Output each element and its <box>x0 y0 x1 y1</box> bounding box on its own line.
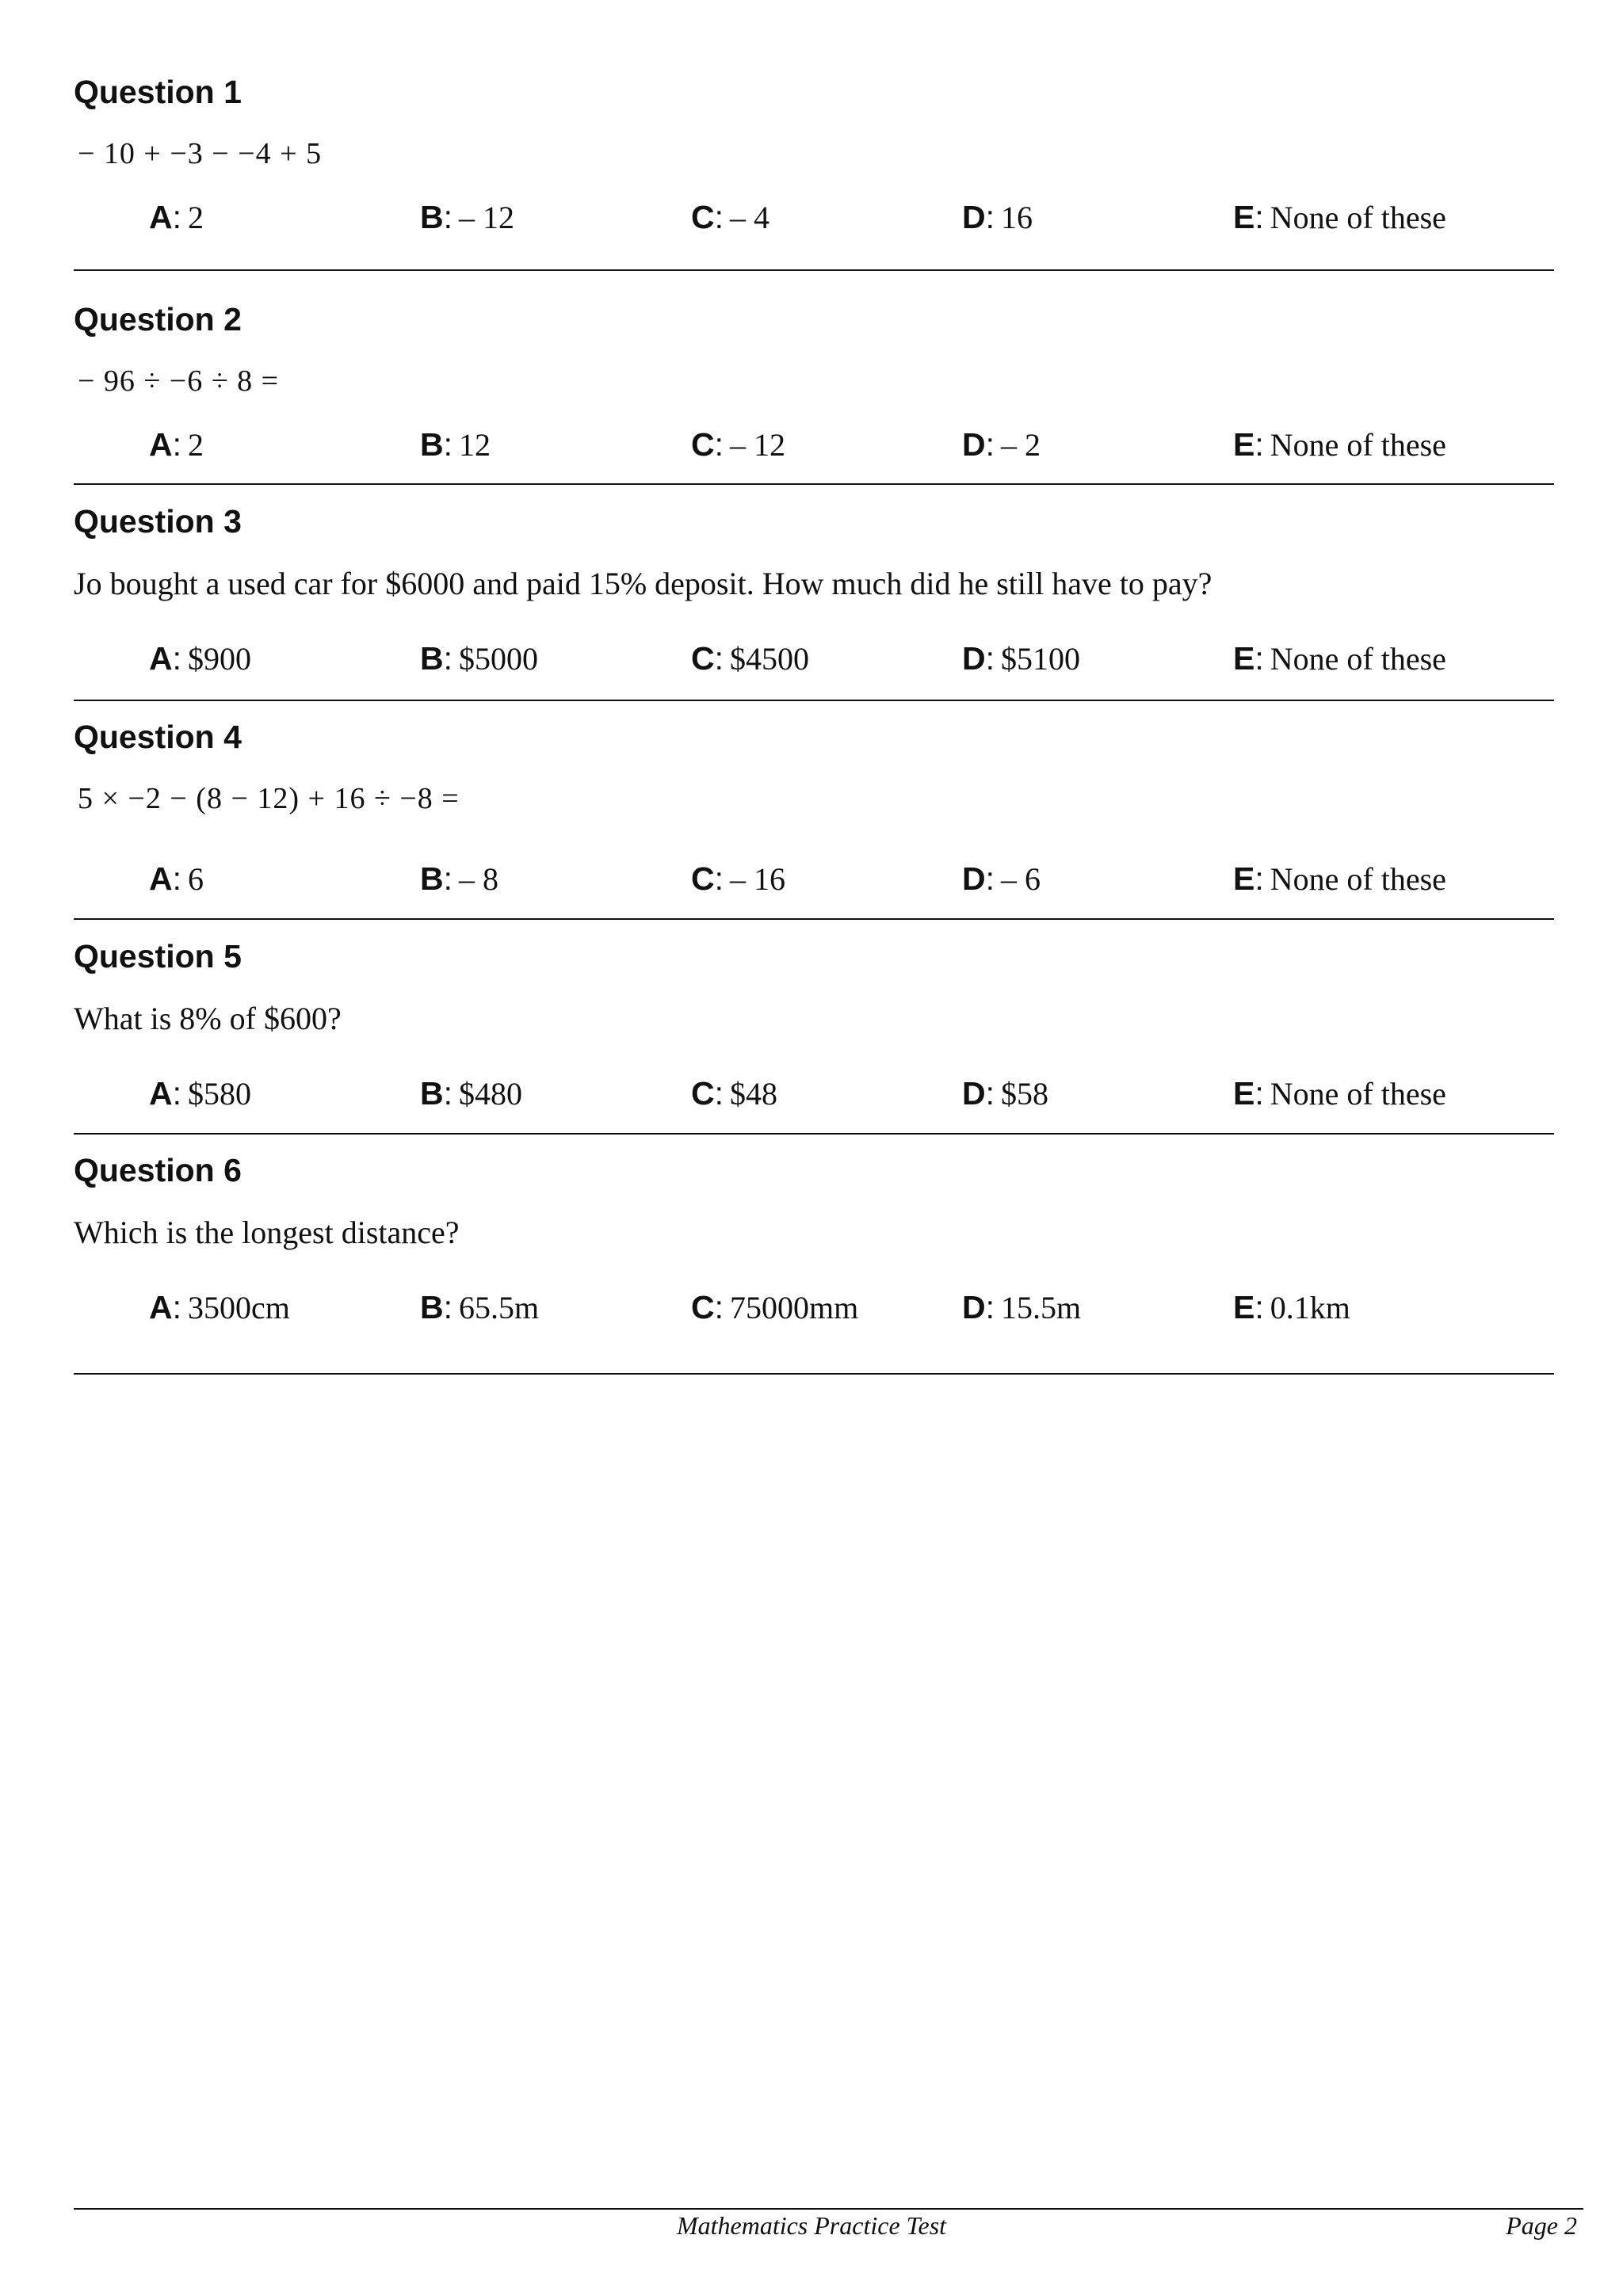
option-letter: C <box>691 860 715 897</box>
option-b[interactable] <box>420 201 514 234</box>
option-letter: C <box>691 426 715 463</box>
option-value: $900 <box>188 641 252 677</box>
option-colon: : <box>714 1289 724 1325</box>
footer-title: Mathematics Practice Test <box>676 2211 947 2240</box>
option-a[interactable] <box>149 426 204 463</box>
option-letter: B <box>420 860 444 897</box>
option-letter: D <box>962 1075 986 1112</box>
option-letter: A <box>149 860 173 897</box>
question-prompt: − 10 + −3 − −4 + 5 <box>78 137 323 170</box>
option-colon: : <box>714 640 724 677</box>
option-colon: : <box>985 1075 995 1112</box>
option-colon: : <box>985 199 995 235</box>
option-letter: A <box>149 426 173 463</box>
answer-options <box>149 860 1554 901</box>
option-value: – 12 <box>730 427 786 463</box>
option-colon: : <box>172 1289 182 1325</box>
divider <box>74 700 1554 701</box>
answer-options <box>149 201 1554 239</box>
option-value: – 16 <box>730 861 786 897</box>
option-value: None of these <box>1270 641 1446 677</box>
option-value: 2 <box>188 200 204 235</box>
option-colon: : <box>714 426 724 463</box>
divider <box>74 269 1554 271</box>
option-letter: B <box>420 1075 444 1112</box>
option-value: 65.5m <box>459 1290 540 1325</box>
option-letter: C <box>691 199 715 235</box>
option-letter: A <box>149 1289 173 1325</box>
option-e[interactable] <box>1233 1077 1446 1110</box>
option-colon: : <box>443 860 453 897</box>
option-letter: B <box>420 1289 444 1325</box>
option-value: $48 <box>730 1076 778 1112</box>
divider <box>74 1373 1554 1375</box>
option-colon: : <box>443 426 453 463</box>
divider <box>74 483 1554 485</box>
option-letter: D <box>962 199 986 235</box>
option-value: None of these <box>1270 1076 1446 1112</box>
option-value: 12 <box>459 427 491 463</box>
option-colon: : <box>172 1075 182 1112</box>
option-value: 15.5m <box>1001 1290 1082 1325</box>
option-value: 75000mm <box>730 1290 859 1325</box>
option-value: – 12 <box>459 200 515 235</box>
option-colon: : <box>443 1075 453 1112</box>
option-letter: A <box>149 640 173 677</box>
option-b[interactable] <box>420 1291 539 1324</box>
option-letter: C <box>691 1289 715 1325</box>
option-letter: D <box>962 426 986 463</box>
option-letter: B <box>420 199 444 235</box>
option-e[interactable] <box>1233 201 1446 234</box>
option-c[interactable] <box>691 1291 858 1324</box>
option-letter: D <box>962 1289 986 1325</box>
question-title: Question 1 <box>74 74 242 110</box>
option-letter: E <box>1233 860 1255 897</box>
option-letter: E <box>1233 199 1255 235</box>
option-letter: E <box>1233 426 1255 463</box>
option-c[interactable] <box>691 1077 777 1110</box>
divider <box>74 918 1554 920</box>
option-colon: : <box>443 640 453 677</box>
option-c[interactable] <box>691 426 786 463</box>
option-letter: A <box>149 199 173 235</box>
option-c[interactable] <box>691 860 786 897</box>
question-title: Question 5 <box>74 938 242 974</box>
option-d[interactable] <box>962 1077 1048 1110</box>
option-value: – 8 <box>459 861 499 897</box>
option-colon: : <box>985 860 995 897</box>
option-e[interactable] <box>1233 426 1446 463</box>
option-letter: A <box>149 1075 173 1112</box>
option-value: – 4 <box>730 200 770 235</box>
option-colon: : <box>172 860 182 897</box>
option-colon: : <box>985 426 995 463</box>
option-value: $5000 <box>459 641 539 677</box>
option-a[interactable] <box>149 640 252 677</box>
option-a[interactable] <box>149 1291 290 1324</box>
option-value: $58 <box>1001 1076 1049 1112</box>
option-colon: : <box>1254 1289 1264 1325</box>
option-letter: E <box>1233 1075 1255 1112</box>
option-d[interactable] <box>962 1291 1081 1324</box>
option-value: – 2 <box>1001 427 1041 463</box>
option-value: $5100 <box>1001 641 1081 677</box>
option-colon: : <box>1254 426 1264 463</box>
question-prompt: Jo bought a used car for $6000 and paid 15% deposit. How much did he still have to pay? <box>74 566 1212 601</box>
option-e[interactable] <box>1233 860 1446 897</box>
option-colon: : <box>1254 1075 1264 1112</box>
option-e[interactable] <box>1233 640 1446 677</box>
option-letter: E <box>1233 1289 1255 1325</box>
option-letter: D <box>962 640 986 677</box>
divider <box>74 1133 1554 1135</box>
option-b[interactable] <box>420 1077 522 1110</box>
option-letter: B <box>420 426 444 463</box>
option-d[interactable] <box>962 640 1081 677</box>
option-c[interactable] <box>691 201 769 234</box>
question-prompt: − 96 ÷ −6 ÷ 8 = <box>78 364 280 398</box>
option-b[interactable] <box>420 426 491 463</box>
option-colon: : <box>443 199 453 235</box>
footer-divider <box>74 2208 1583 2210</box>
question-prompt: 5 × −2 − (8 − 12) + 16 ÷ −8 = <box>78 782 460 815</box>
option-colon: : <box>714 199 724 235</box>
option-b[interactable] <box>420 640 539 677</box>
option-d[interactable] <box>962 426 1041 463</box>
page-number: Page 2 <box>1506 2211 1577 2240</box>
option-colon: : <box>985 640 995 677</box>
answer-options <box>149 426 1554 467</box>
option-value: $480 <box>459 1076 523 1112</box>
option-value: 16 <box>1001 200 1033 235</box>
option-a[interactable] <box>149 860 204 897</box>
option-value: None of these <box>1270 861 1446 897</box>
option-colon: : <box>985 1289 995 1325</box>
option-value: None of these <box>1270 427 1446 463</box>
option-d[interactable] <box>962 201 1033 234</box>
question-prompt: Which is the longest distance? <box>74 1215 460 1250</box>
option-letter: C <box>691 640 715 677</box>
question-title: Question 4 <box>74 719 242 755</box>
option-value: $580 <box>188 1076 252 1112</box>
option-colon: : <box>1254 860 1264 897</box>
option-colon: : <box>1254 640 1264 677</box>
option-d[interactable] <box>962 860 1041 897</box>
option-letter: C <box>691 1075 715 1112</box>
option-a[interactable] <box>149 1077 251 1110</box>
option-value: 2 <box>188 427 204 463</box>
option-c[interactable] <box>691 640 810 677</box>
option-colon: : <box>714 1075 724 1112</box>
option-colon: : <box>172 199 182 235</box>
answer-options <box>149 640 1554 681</box>
option-colon: : <box>172 426 182 463</box>
option-colon: : <box>443 1289 453 1325</box>
option-value: 6 <box>188 861 204 897</box>
option-value: 0.1km <box>1270 1290 1350 1325</box>
question-title: Question 3 <box>74 503 242 540</box>
option-value: $4500 <box>730 641 810 677</box>
option-letter: D <box>962 860 986 897</box>
option-colon: : <box>172 640 182 677</box>
option-e[interactable] <box>1233 1291 1350 1324</box>
option-value: None of these <box>1270 200 1446 235</box>
option-a[interactable] <box>149 201 204 234</box>
option-value: – 6 <box>1001 861 1041 897</box>
question-prompt: What is 8% of $600? <box>74 1001 342 1036</box>
option-letter: B <box>420 640 444 677</box>
option-letter: E <box>1233 640 1255 677</box>
answer-options <box>149 1077 1554 1116</box>
option-b[interactable] <box>420 860 499 897</box>
option-colon: : <box>1254 199 1264 235</box>
answer-options <box>149 1291 1554 1329</box>
option-value: 3500cm <box>188 1290 290 1325</box>
option-colon: : <box>714 860 724 897</box>
question-title: Question 2 <box>74 301 242 338</box>
question-title: Question 6 <box>74 1152 242 1188</box>
